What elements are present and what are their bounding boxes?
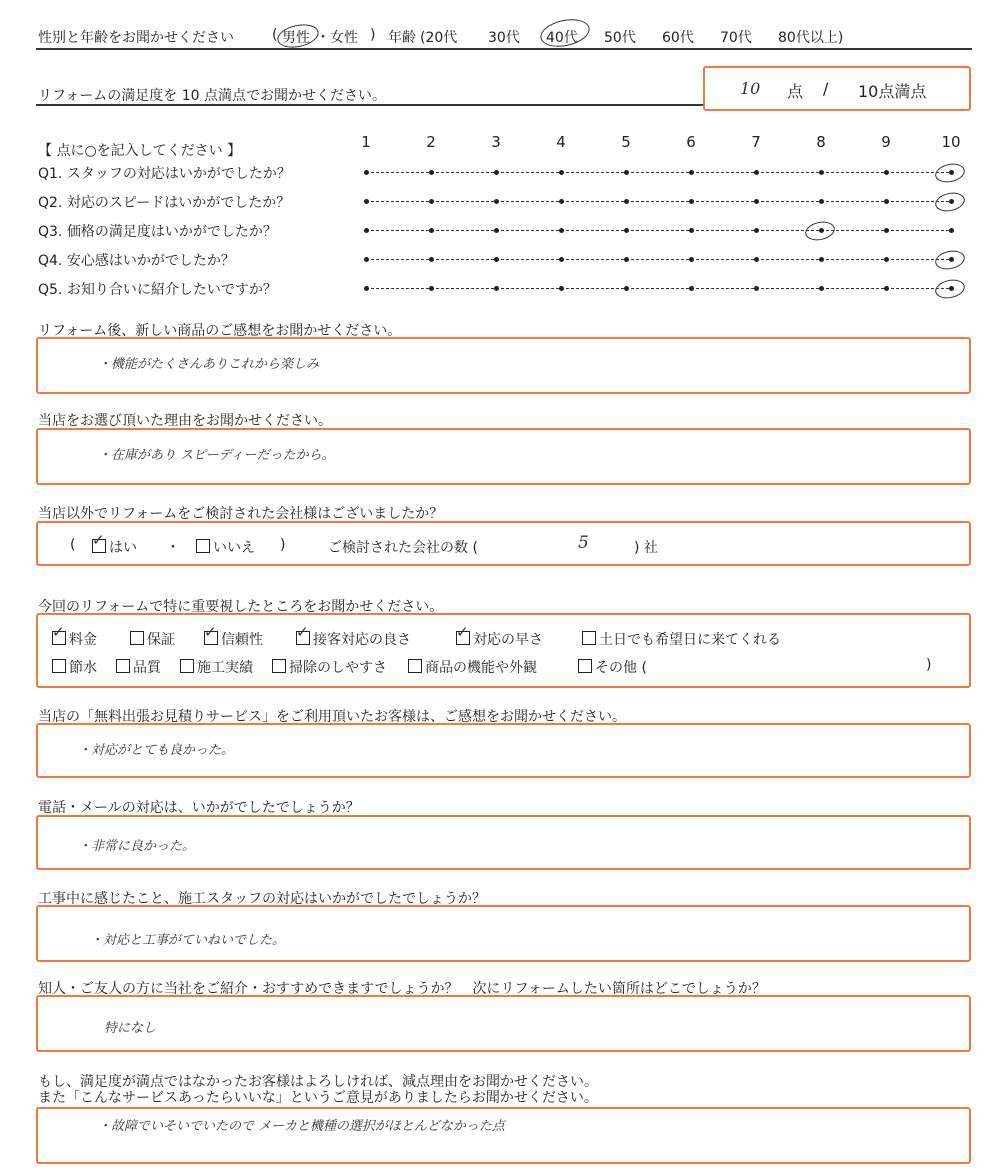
phone-label: 電話・メールの対応は、いかがでしたでしょうか？ xyxy=(38,800,360,816)
deduction-answer-box[interactable] xyxy=(36,1107,971,1164)
priority-label: 商品の機能や外観 xyxy=(425,660,537,676)
question-1-point-8[interactable] xyxy=(819,170,824,175)
question-2-point-5[interactable] xyxy=(624,199,629,204)
question-5-point-1[interactable] xyxy=(364,286,369,291)
age-option-4[interactable]: 50代 xyxy=(604,30,636,46)
scale-tick-1: 1 xyxy=(361,133,371,151)
question-5-point-8[interactable] xyxy=(819,286,824,291)
age-option-6[interactable]: 70代 xyxy=(720,30,752,46)
priority-option[interactable] xyxy=(578,657,647,677)
header-rule xyxy=(36,48,972,50)
priority-label: 施工実績 xyxy=(197,660,253,676)
other-close-paren: ) xyxy=(926,657,932,673)
question-1-answer-circle xyxy=(933,161,966,185)
scale-tick-6: 6 xyxy=(686,133,696,151)
priorities-box xyxy=(36,613,971,688)
question-4-point-5[interactable] xyxy=(624,257,629,262)
question-2-point-4[interactable] xyxy=(559,199,564,204)
priority-checkbox[interactable] xyxy=(180,659,194,673)
estimate-label: 当店の「無料出張お見積りサービス」をご利用頂いたお客様は、ご感想をお聞かせください。 xyxy=(38,709,626,725)
question-4-scale-line xyxy=(366,259,951,260)
question-2-point-9[interactable] xyxy=(884,199,889,204)
satisfaction-label: リフォームの満足度を 10 点満点でお聞かせください。 xyxy=(38,88,387,104)
age-option-5[interactable]: 60代 xyxy=(662,30,694,46)
priority-checkbox[interactable] xyxy=(296,631,310,645)
priority-label: 土日でも希望日に来てくれる xyxy=(599,632,781,648)
question-2-point-3[interactable] xyxy=(494,199,499,204)
gender-age-label: 性別と年齢をお聞かせください xyxy=(38,30,234,46)
company-count-suffix: ) 社 xyxy=(634,540,658,556)
question-4-label: Q4. 安心感はいかがでしたか？ xyxy=(38,253,235,269)
question-3-point-5[interactable] xyxy=(624,228,629,233)
priority-option[interactable] xyxy=(408,657,537,677)
question-5-answer-circle xyxy=(933,277,966,301)
other-companies-label: 当店以外でリフォームをご検討された会社様はございましたか？ xyxy=(38,506,444,522)
question-1-point-9[interactable] xyxy=(884,170,889,175)
priority-checkbox[interactable] xyxy=(204,631,218,645)
yes-label: はい xyxy=(109,540,137,556)
question-3-point-1[interactable] xyxy=(364,228,369,233)
question-1-scale-line xyxy=(366,172,951,173)
priority-option[interactable] xyxy=(130,629,175,649)
scale-tick-9: 9 xyxy=(881,133,891,151)
priority-option[interactable] xyxy=(52,657,97,677)
question-5-point-9[interactable] xyxy=(884,286,889,291)
question-3-point-9[interactable] xyxy=(884,228,889,233)
question-2-label: Q2. 対応のスピードはいかがでしたか？ xyxy=(38,195,291,211)
question-3-point-4[interactable] xyxy=(559,228,564,233)
age-option-1[interactable]: (20代 xyxy=(420,30,458,46)
rating-instruction: 【 点に○を記入してください 】 xyxy=(38,143,242,159)
referral-answer: 特になし xyxy=(104,1021,157,1036)
age-label: 年齢 xyxy=(388,30,416,46)
scale-tick-5: 5 xyxy=(621,133,631,151)
question-1-point-2[interactable] xyxy=(429,170,434,175)
question-3-point-7[interactable] xyxy=(754,228,759,233)
priority-checkbox[interactable] xyxy=(52,631,66,645)
question-4-point-6[interactable] xyxy=(689,257,694,262)
priority-label: 料金 xyxy=(69,632,97,648)
question-5-scale-line xyxy=(366,288,951,289)
yes-checkbox[interactable] xyxy=(92,539,106,553)
question-4-point-4[interactable] xyxy=(559,257,564,262)
question-1-label: Q1. スタッフの対応はいかがでしたか？ xyxy=(38,166,291,182)
priority-checkbox[interactable] xyxy=(582,631,596,645)
no-label: いいえ xyxy=(213,540,255,556)
question-3-point-10[interactable] xyxy=(949,228,954,233)
question-4-answer-circle xyxy=(933,248,966,272)
question-3-answer-circle xyxy=(803,219,836,243)
no-checkbox[interactable] xyxy=(196,539,210,553)
question-2-point-8[interactable] xyxy=(819,199,824,204)
other-sep: ・ xyxy=(166,540,180,556)
reason-answer: ・在庫があり スピーディーだったから。 xyxy=(98,448,335,463)
company-count-value: 5 xyxy=(578,533,589,553)
question-4-point-2[interactable] xyxy=(429,257,434,262)
question-2-point-6[interactable] xyxy=(689,199,694,204)
priority-checkbox[interactable] xyxy=(272,659,286,673)
satisfaction-value: 10 xyxy=(740,79,761,98)
gender-open: ( xyxy=(272,27,278,43)
phone-answer-box[interactable] xyxy=(36,815,971,870)
age-option-7[interactable]: 80代以上) xyxy=(778,30,844,46)
priority-checkbox[interactable] xyxy=(578,659,592,673)
reason-answer-box[interactable] xyxy=(36,428,971,485)
question-1-point-1[interactable] xyxy=(364,170,369,175)
scale-tick-4: 4 xyxy=(556,133,566,151)
phone-answer: ・非常に良かった。 xyxy=(78,839,196,854)
other-companies-box[interactable] xyxy=(36,521,971,566)
question-1-point-5[interactable] xyxy=(624,170,629,175)
question-3-point-6[interactable] xyxy=(689,228,694,233)
construction-label: 工事中に感じたこと、施工スタッフの対応はいかがでしたでしょうか？ xyxy=(38,891,486,907)
priority-checkbox[interactable] xyxy=(52,659,66,673)
impression-answer-box[interactable] xyxy=(36,337,971,394)
question-3-point-2[interactable] xyxy=(429,228,434,233)
question-5-label: Q5. お知り合いに紹介したいですか？ xyxy=(38,282,277,298)
question-3-scale-line xyxy=(366,230,951,231)
question-1-point-4[interactable] xyxy=(559,170,564,175)
gender-close: ) xyxy=(370,27,376,43)
question-1-point-3[interactable] xyxy=(494,170,499,175)
priority-option[interactable] xyxy=(296,629,411,649)
question-5-point-4[interactable] xyxy=(559,286,564,291)
priority-option[interactable] xyxy=(180,657,253,677)
construction-answer-box[interactable] xyxy=(36,905,971,962)
question-4-point-9[interactable] xyxy=(884,257,889,262)
deduction-label-2: また「こんなサービスあったらいいな」というご意見がありましたらお聞かせください。 xyxy=(38,1090,598,1106)
gender-option-female[interactable]: 女性 xyxy=(330,30,358,46)
question-5-point-3[interactable] xyxy=(494,286,499,291)
question-3-label: Q3. 価格の満足度はいかがでしたか？ xyxy=(38,224,277,240)
reason-label: 当店をお選び頂いた理由をお聞かせください。 xyxy=(38,413,332,429)
question-2-answer-circle xyxy=(933,190,966,214)
satisfaction-slash: / xyxy=(823,79,829,98)
other-no-option[interactable] xyxy=(196,537,255,557)
age-option-2[interactable]: 30代 xyxy=(488,30,520,46)
question-4-point-8[interactable] xyxy=(819,257,824,262)
age-option-3[interactable]: 40代 xyxy=(546,30,578,46)
gender-dot: ・ xyxy=(316,30,330,46)
priority-label: 掃除のしやすさ xyxy=(289,660,387,676)
question-4-point-7[interactable] xyxy=(754,257,759,262)
satisfaction-rule xyxy=(36,104,704,106)
priority-option[interactable] xyxy=(456,629,543,649)
question-4-point-3[interactable] xyxy=(494,257,499,262)
scale-tick-7: 7 xyxy=(751,133,761,151)
priority-label: 品質 xyxy=(133,660,161,676)
priority-label: その他 ( xyxy=(595,660,647,676)
estimate-answer: ・対応がとても良かった。 xyxy=(78,743,235,758)
question-1-point-6[interactable] xyxy=(689,170,694,175)
construction-answer: ・対応と工事がていねいでした。 xyxy=(90,933,286,948)
question-2-point-2[interactable] xyxy=(429,199,434,204)
satisfaction-score-box[interactable] xyxy=(703,66,971,111)
question-5-point-2[interactable] xyxy=(429,286,434,291)
other-yes-option[interactable] xyxy=(92,537,137,557)
impression-label: リフォーム後、新しい商品のご感想をお聞かせください。 xyxy=(38,323,402,339)
priority-label: 接客対応の良さ xyxy=(313,632,411,648)
priority-checkbox[interactable] xyxy=(116,659,130,673)
deduction-label-1: もし、満足度が満点ではなかったお客様はよろしければ、減点理由をお聞かせください。 xyxy=(38,1074,598,1090)
priority-label: 節水 xyxy=(69,660,97,676)
priority-label: 信頼性 xyxy=(221,632,263,648)
referral-label: 知人・ご友人の方に当社をご紹介・おすすめできますでしょうか？ 次にリフォームしたい箇所はどこでしょうか？ xyxy=(38,981,766,997)
question-5-point-6[interactable] xyxy=(689,286,694,291)
satisfaction-unit: 点 xyxy=(787,82,804,101)
question-3-point-3[interactable] xyxy=(494,228,499,233)
estimate-answer-box[interactable] xyxy=(36,723,971,778)
gender-option-male[interactable]: 男性 xyxy=(282,30,310,46)
priority-option[interactable] xyxy=(272,657,387,677)
other-open: ( xyxy=(70,537,76,553)
priority-label: 保証 xyxy=(147,632,175,648)
question-5-point-7[interactable] xyxy=(754,286,759,291)
priority-option[interactable] xyxy=(582,629,781,649)
priority-checkbox[interactable] xyxy=(456,631,470,645)
question-4-point-1[interactable] xyxy=(364,257,369,262)
scale-tick-3: 3 xyxy=(491,133,501,151)
priority-option[interactable] xyxy=(116,657,161,677)
priority-label: 対応の早さ xyxy=(473,632,543,648)
referral-answer-box[interactable] xyxy=(36,995,971,1052)
question-2-point-7[interactable] xyxy=(754,199,759,204)
other-close: ) xyxy=(280,537,286,553)
priority-checkbox[interactable] xyxy=(130,631,144,645)
satisfaction-max: 10点満点 xyxy=(858,82,927,101)
deduction-answer: ・故障でいそいでいたので メーカと機種の選択がほとんどなかった点 xyxy=(98,1119,505,1134)
priority-option[interactable] xyxy=(204,629,263,649)
company-count-label: ご検討された会社の数 ( xyxy=(328,540,478,556)
question-2-point-1[interactable] xyxy=(364,199,369,204)
impression-answer: ・機能がたくさんありこれから楽しみ xyxy=(98,357,320,372)
priority-checkbox[interactable] xyxy=(408,659,422,673)
question-2-scale-line xyxy=(366,201,951,202)
scale-tick-2: 2 xyxy=(426,133,436,151)
priorities-label: 今回のリフォームで特に重要視したところをお聞かせください。 xyxy=(38,599,444,615)
priority-option[interactable] xyxy=(52,629,97,649)
question-1-point-7[interactable] xyxy=(754,170,759,175)
question-5-point-5[interactable] xyxy=(624,286,629,291)
scale-tick-8: 8 xyxy=(816,133,826,151)
scale-tick-10: 10 xyxy=(941,133,961,151)
